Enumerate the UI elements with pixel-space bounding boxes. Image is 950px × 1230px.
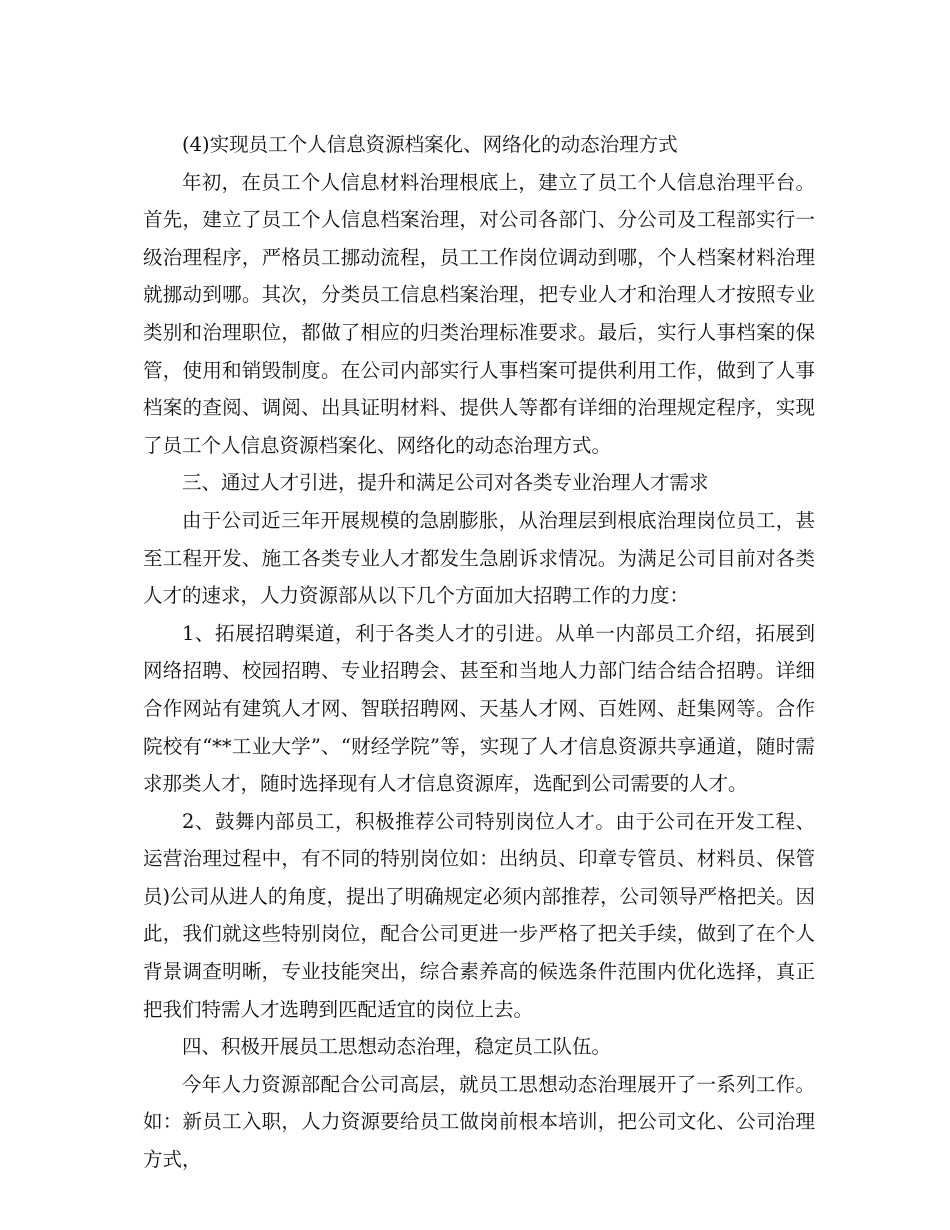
document-body (143, 126, 815, 1179)
section-heading-three: 三、通过人才引进，提升和满足公司对各类专业治理人才需求 (182, 471, 709, 495)
section-heading-four: 四、积极开展员工思想动态治理，稳定员工队伍。 (182, 1035, 612, 1059)
paragraph-talent-demand: 由于公司近三年开展规模的急剧膨胀，从治理层到根底治理岗位员工，甚至工程开发、施工各类专业人才都发生急剧诉求情况。为满足公司目前对各类人才的速求，人力资源部从以下几个方面加大招聘工作的力度： (143, 508, 815, 608)
paragraph-recruit-channels: 1、拓展招聘渠道，利于各类人才的引进。从单一内部员工介绍，拓展到网络招聘、校园招聘、专业招聘会、甚至和当地人力部门结合结合招聘。详细合作网站有建筑人才网、智联招聘网、天基人才网、百姓网、赶集网等。合作院校有“**工业大学”、“财经学院”等，实现了人才信息资源共享通道，随时需求那类人才，随时选择现有人才信息资源库，选配到公司需要的人才。 (143, 621, 815, 796)
section-heading-4: (4)实现员工个人信息资源档案化、网络化的动态治理方式 (182, 133, 678, 156)
paragraph-internal-referral: 2、鼓舞内部员工，积极推荐公司特别岗位人才。由于公司在开发工程、运营治理过程中，有不同的特别岗位如：出纳员、印章专管员、材料员、保管员)公司从进人的角度，提出了明确规定必须内部推荐，公司领导严格把关。因此，我们就这些特别岗位，配合公司更进一步严格了把关手续，做到了在个人背景调查明晰，专业技能突出，综合素养高的候选条件范围内优化选择，真正把我们特需人才选聘到匹配适宜的岗位上去。 (143, 809, 815, 1021)
paragraph-employee-thought: 今年人力资源部配合公司高层，就员工思想动态治理展开了一系列工作。如：新员工入职，人力资源要给员工做岗前根本培训，把公司文化、公司治理方式， (143, 1072, 815, 1172)
paragraph-archive-management: 年初，在员工个人信息材料治理根底上，建立了员工个人信息治理平台。首先，建立了员工个人信息档案治理，对公司各部门、分公司及工程部实行一级治理程序，严格员工挪动流程，员工工作岗位调动到哪，个人档案材料治理就挪动到哪。其次，分类员工信息档案治理，把专业人才和治理人才按照专业类别和治理职位，都做了相应的归类治理标准要求。最后，实行人事档案的保管，使用和销毁制度。在公司内部实行人事档案可提供利用工作，做到了人事档案的查阅、调阅、出具证明材料、提供人等都有详细的治理规定程序，实现了员工个人信息资源档案化、网络化的动态治理方式。 (143, 170, 815, 457)
